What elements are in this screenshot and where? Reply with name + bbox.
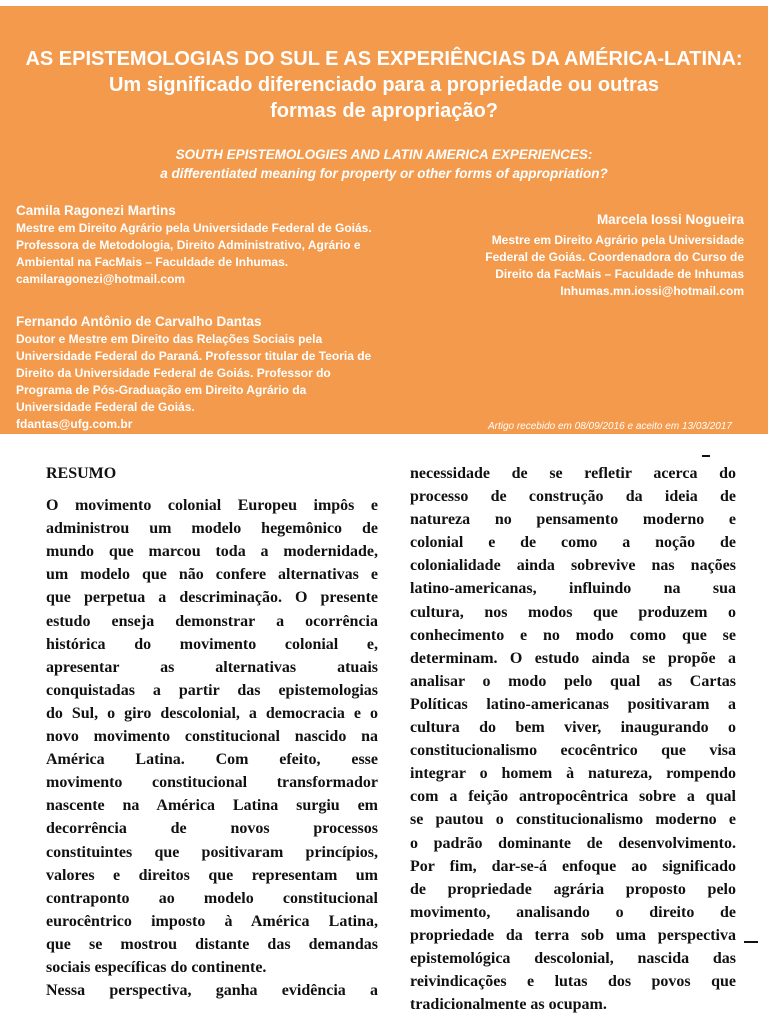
abstract-heading: RESUMO [46,465,117,482]
text-line: determinam. O estudo ainda se propõe a [410,649,736,667]
text-line: constituintes que positivaram princípios, [46,843,378,861]
author-fernando [16,313,371,433]
text-line: histórica do movimento colonial e, [46,635,378,653]
text-line: do Sul, o giro descolonial, a democracia e o [46,704,378,722]
author-affiliation: Direito da Universidade Federal de Goiás. Professor do [16,366,331,380]
text-line: O movimento colonial Europeu impôs e [46,497,378,515]
title-line: Um significado diferenciado para a propriedade ou outras [108,74,660,96]
author-affiliation: Federal de Goiás. Coordenadora do Curso de [485,250,744,264]
text-line: reivindicações e lutas dos povos que [410,973,736,991]
abstract-paragraph [410,462,736,1016]
text-line: eurocêntrico imposto à América Latina, [46,912,378,930]
author-email: Inhumas.mn.iossi@hotmail.com [560,284,744,298]
text-line: que se mostrou distante das demandas [46,935,378,953]
author-email: fdantas@ufg.com.br [16,417,133,431]
text-line: com a feição antropocêntrica sobre a qual [410,788,736,806]
author-affiliation: Ambiental na FacMais – Faculdade de Inhumas. [16,255,289,269]
text-line: necessidade de se refletir acerca do [410,465,736,482]
received-date-note: Artigo recebido em 08/09/2016 e aceito em 13/03/2017 [487,421,732,432]
text-line: latino-americanas, influindo na sua [410,580,736,598]
text-line: novo movimento constitucional nascido na [46,728,378,746]
text-line: tradicionalmente as ocupam. [410,996,607,1014]
text-line: cultura do bem viver, inaugurando o [410,719,736,737]
text-line: movimento, analisando o direito de [410,903,736,921]
author-name: Fernando Antônio de Carvalho Dantas [16,314,262,329]
subtitle-line: a differentiated meaning for property or other forms of appropriation? [160,166,608,181]
text-line: decorrência de novos processos [46,820,378,838]
text-line: sociais específicas do continente. [46,958,267,976]
text-line: analisar o modo pelo qual as Cartas [410,672,736,690]
author-affiliation: Direito da FacMais – Faculdade de Inhumas [495,267,744,281]
author-email: camilaragonezi@hotmail.com [16,272,186,286]
text-line: natureza no pensamento moderno e [410,511,736,529]
author-affiliation: Mestre em Direito Agrário pela Universidade [491,233,744,247]
author-marcela [485,211,744,300]
article-title [0,46,768,124]
abstract-right-column [410,462,736,1016]
text-line: constitucionalismo ecocêntrico que visa [410,742,736,760]
author-affiliation: Programa de Pós-Graduação em Direito Agrário da [16,383,307,397]
text-line: processo de construção da ideia de [410,488,736,506]
text-line: América Latina. Com efeito, esse [46,751,378,769]
author-name: Camila Ragonezi Martins [16,203,176,218]
text-line: colonial e de como a noção de [410,534,736,552]
author-affiliation: Doutor e Mestre em Direito das Relações Sociais pela [16,332,323,346]
text-line: conhecimento e no modo como que se [410,626,736,644]
text-line: conquistadas a partir das epistemologias [46,681,378,699]
text-line: mundo que marcou toda a modernidade, [46,543,378,561]
title-line: AS EPISTEMOLOGIAS DO SUL E AS EXPERIÊNCIAS DA AMÉRICA-LATINA: [25,48,743,70]
text-line: movimento constitucional transformador [46,774,378,792]
text-line: integrar o homem à natureza, rompendo [410,765,736,783]
text-line: epistemológica descolonial, nascida das [410,949,736,967]
text-line: valores e direitos que representam um [46,866,378,884]
author-affiliation: Mestre em Direito Agrário pela Universidade Federal de Goiás. [16,221,372,235]
text-line: o padrão dominante de desenvolvimento. [410,834,736,852]
title-line: formas de apropriação? [270,100,498,122]
author-name: Marcela Iossi Nogueira [596,212,744,227]
text-line: contraponto ao modelo constitucional [46,889,378,907]
stray-mark [744,941,758,943]
text-line: se pautou o constitucionalismo moderno e [410,811,736,829]
author-camila [16,202,372,288]
text-line: estudo enseja demonstrar a ocorrência [46,612,378,630]
text-line: apresentar as alternativas atuais [46,658,378,676]
text-line: um modelo que não confere alternativas e [46,566,378,584]
author-affiliation: Universidade Federal de Goiás. [16,400,195,414]
text-line: que perpetua a descriminação. O presente [46,589,378,607]
abstract-paragraph [46,494,378,979]
header-banner [0,6,768,434]
abstract-left-column [46,462,378,1002]
text-line: cultura, nos modos que produzem o [410,603,736,621]
text-line: administrou um modelo hegemônico de [46,520,378,538]
subtitle-line: SOUTH EPISTEMOLOGIES AND LATIN AMERICA EXPERIENCES: [175,147,593,162]
author-affiliation: Universidade Federal do Paraná. Professor titular de Teoria de [16,349,372,363]
author-affiliation: Professora de Metodologia, Direito Administrativo, Agrário e [16,238,361,252]
text-line: nascente na América Latina surgiu em [46,797,378,815]
text-line: Por fim, dar-se-á enfoque ao significado [410,857,736,875]
text-line: Políticas latino-americanas positivaram a [410,695,736,713]
text-line: Nessa perspectiva, ganha evidência a [46,982,378,1000]
text-line: propriedade da terra sob uma perspectiva [410,926,736,944]
text-line: de propriedade agrária proposto pelo [410,880,736,898]
text-line: colonialidade ainda sobrevive nas nações [410,557,736,575]
article-subtitle-english [0,145,768,183]
abstract-paragraph [46,979,378,1002]
stray-mark [702,455,710,457]
